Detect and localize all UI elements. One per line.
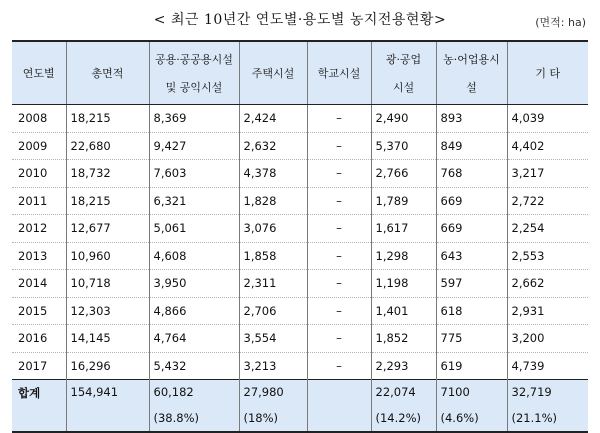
table-row xyxy=(12,325,588,353)
cell-public: 3,950 xyxy=(149,270,239,298)
cell-school: – xyxy=(307,160,371,188)
total-public-pct: (38.8%) xyxy=(153,411,200,425)
total-cell-public xyxy=(149,380,239,433)
table-row xyxy=(12,242,588,270)
farmland-conversion-table xyxy=(12,40,588,433)
cell-total: 14,145 xyxy=(66,325,149,353)
total-cell-school xyxy=(307,380,371,433)
cell-total: 18,215 xyxy=(66,105,149,133)
cell-agri: 893 xyxy=(436,105,507,133)
cell-other: 2,722 xyxy=(507,187,588,215)
cell-total: 22,680 xyxy=(66,132,149,160)
cell-total: 18,732 xyxy=(66,160,149,188)
cell-other: 4,739 xyxy=(507,352,588,380)
total-cell-agri xyxy=(436,380,507,433)
cell-housing: 1,858 xyxy=(239,242,307,270)
table-row xyxy=(12,132,588,160)
cell-public: 4,866 xyxy=(149,297,239,325)
cell-year: 2010 xyxy=(12,160,66,188)
cell-school: – xyxy=(307,132,371,160)
total-agri-pct: (4.6%) xyxy=(440,411,479,425)
cell-housing: 3,076 xyxy=(239,215,307,243)
cell-total: 12,303 xyxy=(66,297,149,325)
cell-public: 7,603 xyxy=(149,160,239,188)
cell-mining: 2,766 xyxy=(371,160,436,188)
cell-public: 8,369 xyxy=(149,105,239,133)
cell-mining: 2,293 xyxy=(371,352,436,380)
header-agri-line1: 농·어업용시 xyxy=(443,53,500,66)
total-mining-value: 22,074 xyxy=(375,385,416,399)
header-row xyxy=(12,41,588,105)
cell-year: 2009 xyxy=(12,132,66,160)
cell-agri: 618 xyxy=(436,297,507,325)
cell-year: 2012 xyxy=(12,215,66,243)
total-cell-other xyxy=(507,380,588,433)
table-row xyxy=(12,297,588,325)
cell-public: 4,608 xyxy=(149,242,239,270)
cell-year: 2014 xyxy=(12,270,66,298)
header-mining xyxy=(371,41,436,105)
total-other-value: 32,719 xyxy=(511,385,552,399)
cell-housing: 2,632 xyxy=(239,132,307,160)
cell-housing: 2,706 xyxy=(239,297,307,325)
cell-agri: 643 xyxy=(436,242,507,270)
table-row xyxy=(12,105,588,133)
header-mining-line1: 광·공업 xyxy=(385,53,422,66)
total-other-pct: (21.1%) xyxy=(511,411,558,425)
total-cell-housing xyxy=(239,380,307,433)
header-school: 학교시설 xyxy=(307,41,371,105)
cell-mining: 1,852 xyxy=(371,325,436,353)
cell-mining: 1,401 xyxy=(371,297,436,325)
cell-total: 12,677 xyxy=(66,215,149,243)
cell-other: 2,662 xyxy=(507,270,588,298)
table-row xyxy=(12,160,588,188)
cell-other: 3,200 xyxy=(507,325,588,353)
cell-agri: 619 xyxy=(436,352,507,380)
cell-school: – xyxy=(307,187,371,215)
cell-school: – xyxy=(307,325,371,353)
cell-agri: 669 xyxy=(436,187,507,215)
table-row xyxy=(12,187,588,215)
cell-school: – xyxy=(307,270,371,298)
cell-year: 2008 xyxy=(12,105,66,133)
cell-public: 5,061 xyxy=(149,215,239,243)
cell-mining: 5,370 xyxy=(371,132,436,160)
cell-total: 16,296 xyxy=(66,352,149,380)
cell-school: – xyxy=(307,352,371,380)
total-label: 합계 xyxy=(12,380,66,433)
cell-year: 2015 xyxy=(12,297,66,325)
header-other: 기 타 xyxy=(507,41,588,105)
cell-year: 2017 xyxy=(12,352,66,380)
cell-mining: 1,198 xyxy=(371,270,436,298)
cell-school: – xyxy=(307,242,371,270)
cell-public: 6,321 xyxy=(149,187,239,215)
cell-year: 2011 xyxy=(12,187,66,215)
cell-other: 2,553 xyxy=(507,242,588,270)
cell-public: 5,432 xyxy=(149,352,239,380)
total-mining-pct: (14.2%) xyxy=(375,411,422,425)
cell-agri: 775 xyxy=(436,325,507,353)
cell-housing: 3,554 xyxy=(239,325,307,353)
total-public-value: 60,182 xyxy=(153,385,194,399)
cell-public: 4,764 xyxy=(149,325,239,353)
header-housing: 주택시설 xyxy=(239,41,307,105)
header-public-line2: 및 공익시설 xyxy=(165,81,223,94)
cell-school: – xyxy=(307,297,371,325)
cell-mining: 2,490 xyxy=(371,105,436,133)
cell-mining: 1,617 xyxy=(371,215,436,243)
cell-agri: 849 xyxy=(436,132,507,160)
total-cell-total: 154,941 xyxy=(66,380,149,433)
cell-housing: 3,213 xyxy=(239,352,307,380)
cell-year: 2016 xyxy=(12,325,66,353)
header-year: 연도별 xyxy=(12,41,66,105)
header-agri xyxy=(436,41,507,105)
cell-total: 10,718 xyxy=(66,270,149,298)
header-agri-line2: 설 xyxy=(466,81,477,94)
total-housing-pct: (18%) xyxy=(243,411,279,425)
header-public-line1: 공용·공공용시설 xyxy=(155,53,233,66)
cell-total: 18,215 xyxy=(66,187,149,215)
total-cell-mining xyxy=(371,380,436,433)
cell-other: 4,402 xyxy=(507,132,588,160)
cell-housing: 2,424 xyxy=(239,105,307,133)
cell-housing: 2,311 xyxy=(239,270,307,298)
total-row xyxy=(12,380,588,433)
cell-other: 2,254 xyxy=(507,215,588,243)
cell-school: – xyxy=(307,215,371,243)
cell-school: – xyxy=(307,105,371,133)
cell-total: 10,960 xyxy=(66,242,149,270)
cell-housing: 1,828 xyxy=(239,187,307,215)
header-public xyxy=(149,41,239,105)
header-mining-line2: 시설 xyxy=(392,81,415,94)
cell-agri: 597 xyxy=(436,270,507,298)
table-title: < 최근 10년간 연도별·용도별 농지전용현황> xyxy=(153,12,447,28)
cell-public: 9,427 xyxy=(149,132,239,160)
cell-housing: 4,378 xyxy=(239,160,307,188)
header-total-area: 총면적 xyxy=(66,41,149,105)
cell-other: 3,217 xyxy=(507,160,588,188)
cell-mining: 1,298 xyxy=(371,242,436,270)
cell-other: 4,039 xyxy=(507,105,588,133)
table-row xyxy=(12,215,588,243)
cell-agri: 669 xyxy=(436,215,507,243)
cell-mining: 1,789 xyxy=(371,187,436,215)
unit-note: (면적: ha) xyxy=(535,16,586,29)
total-agri-value: 7100 xyxy=(440,385,470,399)
cell-agri: 768 xyxy=(436,160,507,188)
cell-year: 2013 xyxy=(12,242,66,270)
table-row xyxy=(12,270,588,298)
total-housing-value: 27,980 xyxy=(243,385,284,399)
cell-other: 2,931 xyxy=(507,297,588,325)
table-row xyxy=(12,352,588,380)
